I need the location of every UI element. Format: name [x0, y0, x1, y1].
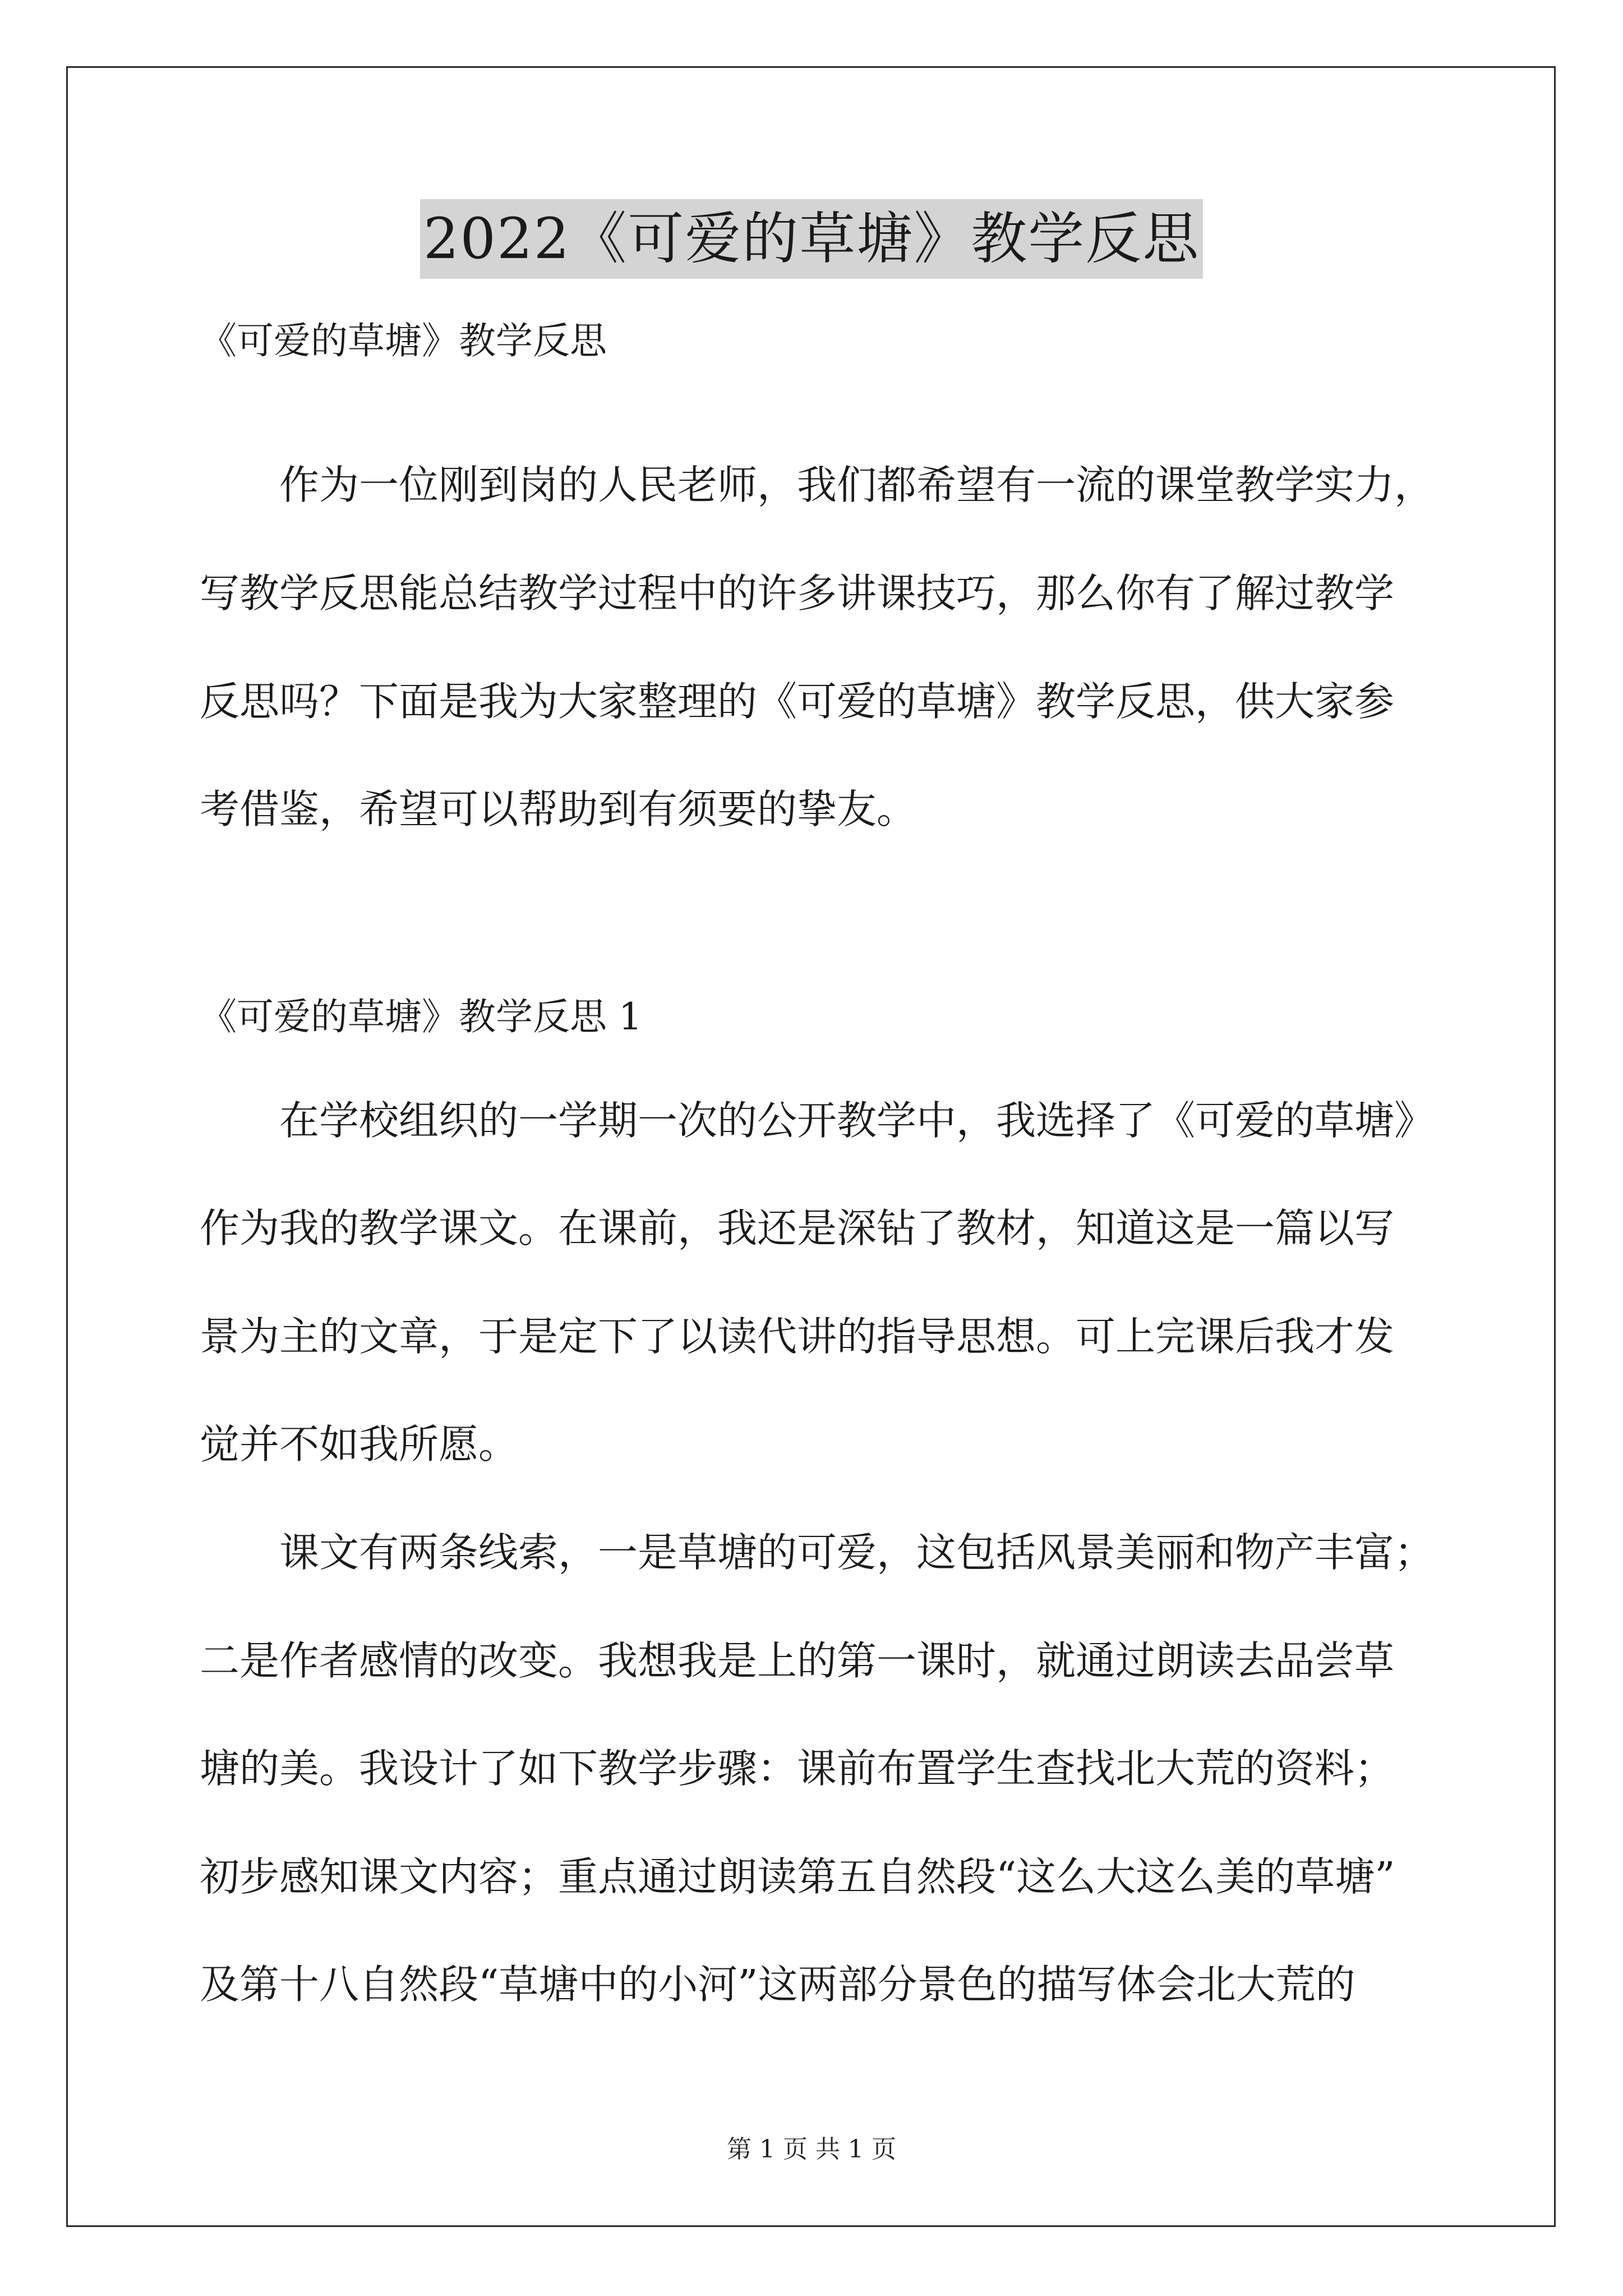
page-footer: 第 1 页 共 1 页	[727, 2135, 896, 2164]
intro-heading: 《可爱的草塘》教学反思	[200, 319, 607, 362]
title-container	[0, 199, 1623, 279]
paragraph-line: 觉并不如我所愿。	[200, 1421, 519, 1467]
page-border	[66, 66, 1556, 2227]
paragraph-line: 及第十八自然段“草塘中的小河”这两部分景色的描写体会北大荒的	[200, 1961, 1355, 2008]
paragraph-line: 反思吗？下面是我为大家整理的《可爱的草塘》教学反思，供大家参	[200, 678, 1395, 725]
paragraph-line: 二是作者感情的改变。我想我是上的第一课时，就通过朗读去品尝草	[200, 1637, 1395, 1684]
paragraph-line: 作为一位刚到岗的人民老师，我们都希望有一流的课堂教学实力，	[279, 462, 1435, 508]
paragraph-line: 在学校组织的一学期一次的公开教学中，我选择了《可爱的草塘》	[279, 1097, 1435, 1144]
paragraph-line: 课文有两条线索，一是草塘的可爱，这包括风景美丽和物产丰富；	[279, 1529, 1435, 1576]
paragraph-line: 考借鉴，希望可以帮助到有须要的挚友。	[200, 786, 917, 832]
document-title: 2022《可爱的草塘》教学反思	[420, 199, 1204, 279]
paragraph-line: 作为我的教学课文。在课前，我还是深钻了教材，知道这是一篇以写	[200, 1205, 1395, 1251]
section-heading: 《可爱的草塘》教学反思 1	[200, 995, 642, 1038]
paragraph-line: 写教学反思能总结教学过程中的许多讲课技巧，那么你有了解过教学	[200, 570, 1395, 616]
paragraph-line: 景为主的文章，于是定下了以读代讲的指导思想。可上完课后我才发	[200, 1313, 1395, 1360]
paragraph-line: 塘的美。我设计了如下教学步骤：课前布置学生查找北大荒的资料；	[200, 1745, 1395, 1792]
paragraph-line: 初步感知课文内容；重点通过朗读第五自然段“这么大这么美的草塘”	[200, 1853, 1395, 1900]
